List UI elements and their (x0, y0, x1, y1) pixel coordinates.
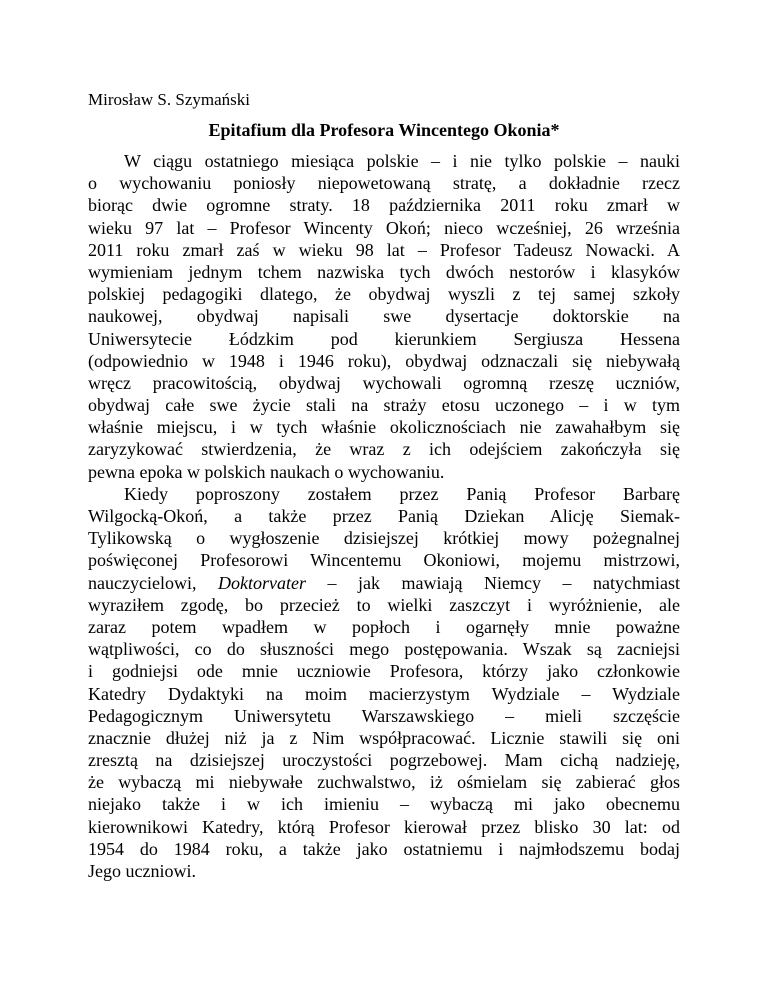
paragraph-2-line: Katedry Dydaktyki na moim macierzystym Wydziale – Wydziale (88, 683, 680, 704)
paragraph-2-line: Pedagogicznym Uniwersytetu Warszawskiego – mieli szczęście (88, 705, 680, 726)
paragraph-1-line: obydwaj całe swe życie stali na straży etosu uczonego – i w tym (88, 395, 680, 416)
paragraph-2-line: poświęconej Profesorowi Wincentemu Okoniowi, mojemu mistrzowi, (88, 550, 680, 571)
paragraph-1-line: właśnie miejscu, i w tych właśnie okolicznościach nie zawahałbym się (88, 417, 680, 438)
paragraph-1-line: wręcz pracowitością, obydwaj wychowali ogromną rzeszę uczniów, (88, 372, 680, 393)
paragraph-1-line: wieku 97 lat – Profesor Wincenty Okoń; nieco wcześniej, 26 września (88, 217, 680, 238)
paragraph-2-line: zaraz potem wpadłem w popłoch i ogarnęły mnie poważne (88, 616, 680, 637)
paragraph-1-line: (odpowiednio w 1948 i 1946 roku), obydwaj odznaczali się niebywałą (88, 350, 680, 371)
paragraph-1-line: pewna epoka w polskich naukach o wychowaniu. (88, 461, 445, 482)
paragraph-2-line-with-italic (88, 572, 680, 594)
italic-phrase: Doktorvater (217, 572, 306, 593)
paragraph-1-line: W ciągu ostatniego miesiąca polskie – i nie tylko polskie – nauki (124, 151, 680, 171)
paragraph-2-line: wyraziłem zgodę, bo przecież to wielki zaszczyt i wyróżnienie, ale (88, 594, 680, 615)
paragraph-2-line: Wilgocką-Okoń, a także przez Panią Dziekan Alicję Siemak- (88, 506, 680, 526)
paragraph-1-line: o wychowaniu poniosły niepowetowaną stratę, a dokładnie rzecz (88, 173, 680, 194)
body-text (88, 150, 680, 882)
paragraph-2-line: wątpliwości, co do słuszności mego postępowania. Wszak są zacniejsi (88, 639, 680, 660)
line-start: nauczycielowi, (88, 572, 197, 593)
paragraph-2-line: niejako także i w ich imieniu – wybaczą mi jako obecnemu (88, 794, 680, 815)
paragraph-1-line: wymieniam jednym tchem nazwiska tych dwóch nestorów i klasyków (88, 261, 680, 282)
line-end: – jak mawiają Niemcy – natychmiast (327, 572, 680, 593)
paragraph-2-line: Kiedy poproszony zostałem przez Panią Profesor Barbarę (124, 483, 680, 504)
paragraph-1-line: 2011 roku zmarł zaś w wieku 98 lat – Profesor Tadeusz Nowacki. A (88, 239, 680, 260)
paragraph-2-line: Tylikowską o wygłoszenie dzisiejszej krótkiej mowy pożegnalnej (88, 528, 680, 549)
paragraph-2-line: że wybaczą mi niebywałe zuchwalstwo, iż ośmielam się zabierać głos (88, 772, 680, 793)
paragraph-1-line: naukowej, obydwaj napisali swe dysertacje doktorskie na (88, 306, 680, 327)
paragraph-1-line: Uniwersytecie Łódzkim pod kierunkiem Sergiusza Hessena (88, 328, 680, 349)
paragraph-2-line: 1954 do 1984 roku, a także jako ostatniemu i najmłodszemu bodaj (88, 838, 680, 859)
paragraph-1-line: zaryzykować stwierdzenia, że wraz z ich odejściem zakończyła się (88, 439, 680, 460)
paragraph-2-line: i godniejsi ode mnie uczniowie Profesora, którzy jako członkowie (88, 661, 680, 682)
document-title: Epitafium dla Profesora Wincentego Okonia* (208, 120, 560, 140)
paragraph-2-line: zresztą na dzisiejszej uroczystości pogrzebowej. Mam cichą nadzieję, (88, 750, 680, 771)
paragraph-2-line: Jego uczniowi. (88, 861, 196, 881)
paragraph-2-line: znacznie dłużej niż ja z Nim współpracować. Licznie stawili się oni (88, 727, 680, 748)
paragraph-1-line: polskiej pedagogiki dlatego, że obydwaj wyszli z tej samej szkoły (88, 284, 680, 305)
author-name: Mirosław S. Szymański (88, 90, 250, 109)
paragraph-2-line: kierownikowi Katedry, którą Profesor kierował przez blisko 30 lat: od (88, 816, 680, 837)
paragraph-1-line: biorąc dwie ogromne straty. 18 października 2011 roku zmarł w (88, 195, 680, 216)
